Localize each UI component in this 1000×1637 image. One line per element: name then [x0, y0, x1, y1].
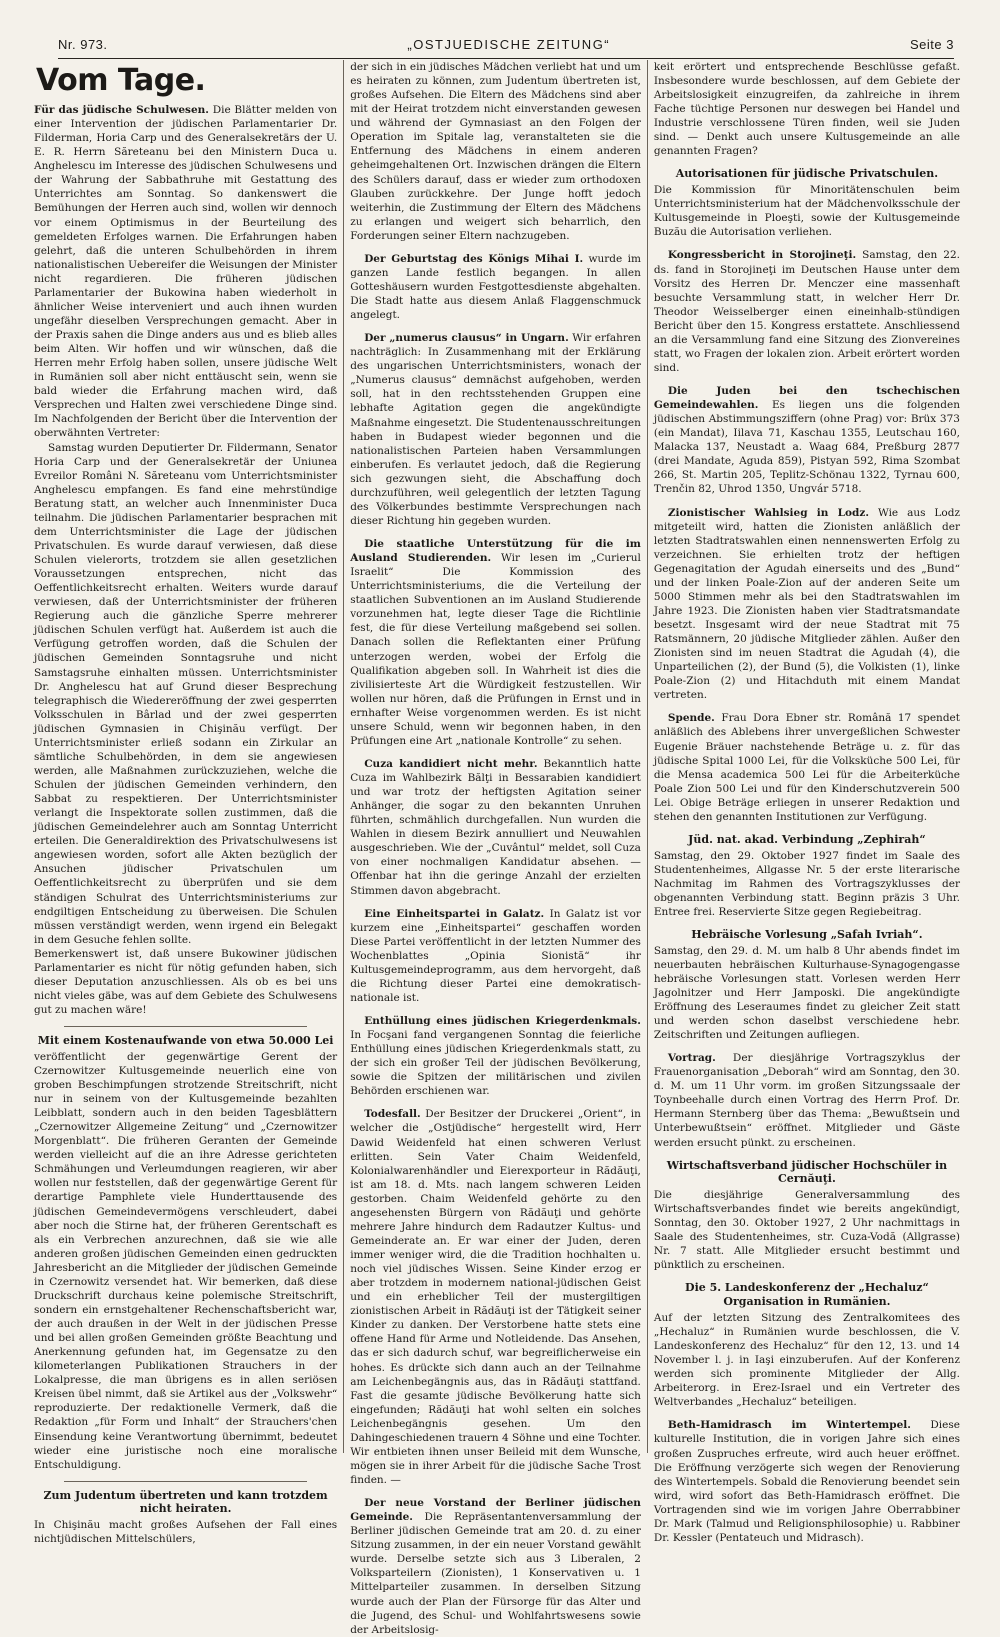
article-kriegerdenkmal [350, 1014, 641, 1098]
article-text: In Focşani fand vergangenen Sonntag die feierliche Enthüllung eines jüdischen Kriegerdenkmals statt, zu der sich ein großer Teil der jüdischen Bevölkerung, sowie die Spitzen der militärischen und zivilen Behörden erschienen war. [350, 1029, 641, 1098]
article-title: Zionistischer Wahlsieg in Lodz. [667, 506, 870, 519]
article-vortrag [654, 1051, 960, 1149]
article-title: Jüd. nat. akad. Verbindung „Zephirah“ [688, 832, 926, 846]
article-text: Es liegen uns die folgenden jüdischen Abstimmungsziffern (ohne Prag) vor: Brüx 373 (ein Mandat), Iilava 71, Kaschau 1355, Leutschau 160, Malacka 137, Neustadt a. Waag 684, Preßburg 2877 (drei Mandate, Aguda 859), Pistyan 592, Rima Szombat 266, St. Martin 205, Teplitz-Schönau 1322, Tyrnau 600, Trenčin 82, Uhrod 1350, Ungvár 5718. [653, 399, 960, 496]
article-title: Hebräische Vorlesung „Safah Ivriah“. [691, 927, 923, 941]
article-title: Todesfall. [364, 1108, 421, 1121]
article-text: Samstag, den 29. Oktober 1927 findet im Saale des Studentenheimes, Allgasse Nr. 5 der erste literarische Nachmitag im Rahmen des Vortragszyklusses der obgenannten Verbindung statt. Beginn präzis 3 Uhr. Entree frei. Reservierte Sitze gegen Regiebeitrag. [653, 849, 960, 918]
paper-title: „OSTJUEDISCHE ZEITUNG“ [407, 37, 611, 52]
divider [64, 1481, 307, 1482]
article-text: Samstag, den 29. d. M. um halb 8 Uhr abends findet im neuerbauten hebräischen Kulturhause-Synagogengasse hebräische Vorlesungen statt. Vorlesen werden Herr Jagolnitzer und Herr Jamposki. Die angekündigte Eröffnung des Leseraumes findet zu gleicher Zeit statt und werden schon daselbst verschiedene hebr. Zeitschriften und Zeitungen aufliegen. [653, 944, 960, 1042]
article-title: Für das jüdische Schulwesen. [34, 104, 209, 116]
article-title: Eine Einheitspartei in Galatz. [364, 907, 545, 920]
article-title: Beth-Hamidrasch im Wintertempel. [667, 1419, 911, 1432]
article-text: Wir lesen im „Curierul Israelit“ Die Kommission des Unterrichtsministeriums, die die Verteilung der staatlichen Subventionen an im Ausland Studierende vorzunehmen hat, legte dieser Tage die Richtlinie fest, die für diese Verteilung maßgebend sei sollen. Danach sollen die Reflektanten einer Prüfung unterzogen werden, wobei der Erfolg die Qualifikation abgeben soll. In Wahrheit ist dies die zivilisierteste Art die Würdigkeit festzustellen. Wir wollen nur hören, daß die Prüfungen in Ernst und in ernhafter Weise vorgenommen werden. Es ist nicht unsere Schuld, wenn wir begonnen haben, in den Prüfungen eine Art „nationale Kontrolle“ zu sehen. [350, 552, 641, 747]
article-tschechische-wahlen [654, 384, 960, 497]
masthead [58, 30, 954, 59]
section-title: Vom Tage. [36, 63, 206, 98]
article-text: keit erörtert und entsprechende Beschlüsse gefaßt. Insbesondere wurde beschlossen, auf dem Gebiete der Arbeitslosigkeit einzugreifen, da zahlreiche in ihrem Fache tüchtige Personen nur deswegen bei Handel und Industrie verschlossene Türen finden, weil sie Juden sind. — Denkt auch unsere Kultusgemeinde an alle genannten Fragen? [653, 61, 960, 158]
article-einheitspartei [350, 907, 641, 1005]
article-title: Vortrag. [667, 1052, 716, 1065]
article-kostenaufwand [34, 1034, 337, 1472]
column-1 [24, 60, 343, 1546]
article-text: Wie aus Lodz mitgeteilt wird, hatten die Zionisten anläßlich der letzten Stadtratswahlen einen nennenswerten Erfolg zu verzeichnen. Sie erhielten trotz der heftigen Gegenagitation der Agudah einerseits und des „Bund“ und der linken Poale-Zion auf der anderen Seite um 5000 Stimmen mehr als bei den Stadtratswahlen im Jahre 1923. Die Zionisten haben vier Stadtratsmandate besetzt. Insgesamt wird der neue Stadtrat mit 75 Ratsmännern, 20 jüdische Mitglieder zählen. Außer den Zionisten sind im neuen Stadtrat die Agudah (4), die Unparteilichen (2), der Bund (5), die Volkisten (1), linke Poale-Zion (2) und Hitachduth mit einem Mandat vertreten. [653, 506, 960, 702]
article-text: der sich in ein jüdisches Mädchen verliebt hat und um es heiraten zu können, zum Judentum übertreten ist, großes Aufsehen. Die Eltern des Mädchens sind aber mit der Heirat trotzdem nicht einverstanden gewesen und während der Gymnasiast an den Folgen der Operation im Spitale lag, veranstalteten sie die Entfernung des Mädchens in einem anderen geheimgehaltenen Ort. Inzwischen drängen die Eltern des Schülers darauf, dass er wieder zum orthodoxen Glauben zurückkehre. Der Junge hofft jedoch weiterhin, die Zustimmung der Eltern des Mädchens zu erlangen und weigert sich beharrlich, den Forderungen seiner Eltern nachzugeben. [350, 61, 641, 242]
article-todesfall [350, 1107, 641, 1487]
divider [64, 1026, 307, 1027]
issue-number: Nr. 973. [58, 37, 108, 52]
article-schulwesen [34, 103, 337, 1017]
article-title: Wirtschaftsverband jüdischer Hochschüler in Cernăuţi. [666, 1158, 948, 1186]
article-text: Die diesjährige Generalversammlung des Wirtschaftsverbandes findet wie bereits angekündigt, Sonntag, den 30. Oktober 1927, 2 Uhr nachmittags in Saale des Studentenheimes, str. Cuza-Vodă (Allgrasse) Nr. 7 statt. Alle Mitglieder ersucht bestimmt und pünktlich zu erscheinen. [653, 1189, 960, 1272]
article-text: Die Blätter melden von einer Intervention der jüdischen Parlamentarier Dr. Filderman, Horia Carp und des Generalsekretärs der U. E. R. Herrn Săreteanu bei den Ministern Duca u. Anghelescu im Interesse des jüdischen Schulwesens und der Wahrung der Sabbathruhe mit Gestattung des Unterrichtes am Sonntag. So dankenswert die Bemühungen der Herren auch sind, wollen wir dennoch vor einem Optimismus in der Beurteilung des gemeldeten Erfolges warnen. Die Erfahrungen haben gelehrt, daß die unteren Schulbehörden in ihrem nationalistischen Uebereifer die Weisungen der Minister nicht regardieren. Die früheren jüdischen Parlamentarier der Bukowina haben wiederholt in ähnlicher Weise interveniert und auch ihnen wurden ungefähr dieselben Versprechungen gemacht. Aber in der Praxis sahen die Dinge anders aus und es blieb alles beim Alten. Wir hoffen und wir wünschen, daß die Herren mehr Erfolg haben sollen, unsere jüdische Welt in Rumänien soll aber nicht enttäuscht sein, wenn sie bald wieder die Erfahrung machen wird, daß Versprechen und Halten zwei verschiedene Dinge sind. Im Nachfolgenden der Bericht über die Intervention der oberwähnten Vertreter: [34, 104, 338, 440]
column-3 [647, 60, 966, 1544]
article-title: Mit einem Kostenaufwande von etwa 50.000 Lei [37, 1034, 334, 1048]
article-title: Kongressbericht in Storojineţi. [667, 249, 857, 262]
article-text: In Galatz ist vor kurzem eine „Einheitspartei“ geschaffen worden Diese Partei veröffentlicht in der letzten Nummer des Wochenblattes „Opinia Sionistă“ ihr Kultusgemeindeprogramm, aus dem hervorgeht, daß die Richtung dieser Partei eine demokratisch-nationale ist. [350, 907, 641, 1004]
article-text: Der Besitzer der Druckerei „Orient“, in welcher die „Ostjüdische“ hergestellt wird, Herr Dawid Weidenfeld hat einen schweren Verlust erlitten. Sein Vater Chaim Weidenfeld, Kolonialwarenhändler und Eierexporteur in Rădăuţi, ist am 18. d. Mts. nach langem schweren Leiden gestorben. Chaim Weidenfeld gehörte zu den angesehensten Bürgern von Rădăuţi und gehörte mehrere Jahre hindurch dem Radautzer Kultus- und Gemeinderate an. Er war einer der Juden, deren immer weniger wird, die die Tradition hochhalten u. noch viel jüdisches Wissen. Seine Kinder erzog er aber trotzdem in modernem national-jüdischen Geist und ein erheblicher Teil der mustergiltigen zionistischen Arbeit in Rădăuţi ist der Tätigkeit seiner Kinder zu danken. Der Verstorbene hatte stets eine offene Hand für Arme und Notleidende. Das Ansehen, das er sich dadurch schuf, war begreiflicherweise ein hohes. Es drückte sich dann auch an der Teilnahme am Leichenbegängnis aus, das in Rădăuţi stattfand. Fast die gesamte jüdische Bevölkerung hatte sich eingefunden; Rădăuţi hat wohl selten ein solches Leichenbegängnis gesehen. Um den Dahingeschiedenen trauern 4 Söhne und eine Tochter. Wir entbieten ihnen unser Beileid mit dem Wunsche, mögen sie in ihrer Arbeit für die jüdische Sache Trost finden. — [350, 1108, 641, 1486]
article-zephirah [654, 833, 960, 919]
article-text: Frau Dora Ebner str. Română 17 spendet anläßlich des Ablebens ihrer unvergeßlichen Schwester Eugenie Bräuer nachstehende Beträge u. z. für das jüdische Spital 1000 Lei, für die Volksküche 500 Lei, für die Mensa academica 500 Lei für die Arbeiterküche Poale Zion 500 Lei und für den Kinderschutzverein 500 Lei. Obige Beträge erliegen in unserer Redaktion und stehen den genannten Institutionen zur Verfügung. [653, 712, 960, 823]
article-title: Die staatliche Unterstützung für die im Ausland Studierenden. [350, 538, 641, 565]
article-judentum-cont [350, 60, 641, 243]
article-title: Enthüllung eines jüdischen Kriegerdenkmals. [364, 1015, 641, 1027]
page-number: Seite 3 [910, 37, 954, 52]
article-text: wurde im ganzen Lande festlich begangen. In allen Gotteshäusern wurden Festgottesdienste abgehalten. Die Stadt hatte aus diesem Anlaß Flaggenschmuck angelegt. [350, 252, 641, 322]
article-spende [654, 711, 960, 824]
article-title: Die 5. Landeskonferenz der „Hechaluz“ Organisation in Rumänien. [685, 1281, 929, 1309]
article-text: Die Repräsentantenversammlung der Berliner jüdischen Gemeinde trat am 20. d. zu einer Sitzung zusammen, in der ein neuer Vorstand gewählt wurde. Derselbe setzte sich aus 3 Liberalen, 2 Volksparteilern (Zionisten), 1 Konservativen u. 1 Mittelparteiler zusammen. In derselben Sitzung wurde auch der Plan der Fürsorge für das Alter und die Jugend, des Schul- und Wohlfahrtswesens sowie der Arbeitslosig- [350, 1511, 641, 1636]
article-title: Der neue Vorstand der Berliner jüdischen Gemeinde. [350, 1497, 641, 1524]
article-text: veröffentlicht der gegenwärtige Gerent der Czernowitzer Kultusgemeinde neuerlich eine von groben Beschimpfungen strotzende Streitschrift, nicht nur in seinem von der Kultusgemeinde bezahlten Leibblatt, sondern auch in den beiden Tagesblättern „Czernowitzer Allgemeine Zeitung“ und „Czernowitzer Morgenblatt“. Die früheren Geranten der Gemeinde werden vielleicht auf die an ihre Adresse gerichteten Schmähungen und Verleumdungen reagieren, wir aber wollen nur feststellen, daß der gegenwärtige Gerent für derartige Pamphlete viele Hunderttausende des jüdischen Gemeindevermögens verschleudert, dabei aber noch die Stirne hat, der früheren Gerentschaft es als ein Verbrechen anzurechnen, daß sie wie alle anderen großen jüdischen Gemeinden einen gedruckten Jahresbericht an die Mitglieder der jüdischen Gemeinde in Czernowitz versendet hat. Wir bemerken, daß diese Druckschrift durchaus keine polemische Streitschrift, sondern ein ernstgehaltener Rechenschaftsbericht war, der auch draußen in der Welt in der jüdischen Presse und bei allen großen Gemeinden größte Beachtung und Anerkennung gefunden hat, im Gegensatze zu den kilometerlangen Publikationen Strauchers in der Lokalpresse, die man übrigens es in allen seriösen Kreisen übel nimmt, daß sie Artikel aus der „Volkswehr“ reproduzierte. Der redaktionelle Vermerk, daß die Redaktion „für Form und Inhalt“ der Strauchers'chen Einsendung keine Verantwortung übernimmt, bedeutet wieder eine juristische noch eine moralische Entschuldigung. [34, 1050, 338, 1471]
article-judentum [34, 1489, 337, 1547]
article-title: Autorisationen für jüdische Privatschulen. [675, 167, 939, 181]
article-title: Zum Judentum übertreten und kann trotzdem nicht heiraten. [43, 1488, 328, 1516]
article-geburtstag [350, 252, 641, 322]
article-kongressbericht [654, 248, 960, 375]
article-text: Der diesjährige Vortragszyklus der Frauenorganisation „Deborah“ wird am Sonntag, den 30. d. M. um 11 Uhr vorm. im großen Sitzungssaale der Toynbeehalle durch einen Vortrag des Herrn Prof. Dr. Hermann Sternberg über das Thema: „Bewußtsein und Unterbewußtsein“ eröffnet. Mitglieder und Gäste werden ersucht pünkt. zu erscheinen. [653, 1052, 960, 1149]
article-title: Spende. [667, 712, 715, 725]
article-cuza [350, 757, 641, 898]
article-text: Samstag wurden Deputierter Dr. Fildermann, Senator Horia Carp und der Generalsekretär der Uniunea Evreilor Români N. Săreteanu vom Unterrichtsminister Anghelescu empfangen. Es fand eine mehrstündige Beratung statt, an welcher auch Innenminister Duca teilnahm. Die jüdischen Parlamentarier besprachen mit dem Unterrichtsminister die Lage der jüdischen Privatschulen. Es wurde darauf verwiesen, daß diese Schulen vielerorts, trotzdem sie allen gesetzlichen Voraussetzungen entsprechen, nicht das Oeffentlichkeitsrecht erhalten. Weiters wurde darauf verwiesen, daß der Unterrichtsminister der früheren Regierung auch die gänzliche Sperre mehrerer jüdischen Schulen verfügt hat. Außerdem ist auch die Verfügung getroffen worden, daß die Schulen der jüdischen Gemeinden Sonntagsruhe und nicht Samstagsruhe einhalten müssen. Unterrichtsminister Dr. Anghelescu hat auf Grund dieser Besprechung telegraphisch die Wiedereröffnung der zwei gesperrten Volksschulen in Bârlad und der zwei gesperrten jüdischen Gymnasien in Chişinău verfügt. Der Unterrichtsminister erließ sodann ein Zirkular an sämtliche Schulbehörden, in dem sie angewiesen werden, alle Maßnahmen zurückzuziehen, welche die Schulen der jüdischen Gemeinden verhindern, den Sabbat zu respektieren. Der Unterrichtsminister verlangt die Inspektorate sollen zustimmen, daß die jüdischen Gemeindelehrer auch am Sonntag Unterricht erteilen. Die Generaldirektion des Privatschulwesens ist angewiesen worden, sofort alle Akten bezüglich der Ansuchen jüdischer Privatschulen um Oeffentlichkeitsrecht zu überprüfen und sie dem ständigen Schulrat des Unterrichtsministeriums zur endgiltigen Entscheidung zu überweisen. Die Schulen müssen verständigt werden, wenn irgend ein Belegakt in dem Gesuche fehlen sollte. [34, 441, 338, 946]
article-title: Cuza kandidiert nicht mehr. [364, 757, 538, 770]
article-text: Bekanntlich hatte Cuza im Wahlbezirk Bălţi in Bessarabien kandidiert und war trotz der heftigsten Agitation seiner Anhänger, die sogar zu den bekannten Unruhen führten, schmählich durchgefallen. Nun wurden die Wahlen in diesem Bezirk annulliert und Neuwahlen ausgeschrieben. Wie der „Cuvântul“ meldet, soll Cuza von einer nochmaligen Kandidatur absehen. — Offenbar hat ihn die geringe Anzahl der erzielten Stimmen davon abgebracht. [350, 757, 641, 897]
column-2 [343, 60, 647, 1636]
article-berliner-gemeinde [350, 1496, 641, 1637]
article-text: Die Kommission für Minoritätenschulen beim Unterrichtsministerium hat der Mädchenvolksschule der Kultusgemeinde in Ploeşti, sowie der Kultusgemeinde Buzău die Autorisation verliehen. [653, 184, 960, 239]
article-text: Wir erfahren nachträglich: In Zusammenhang mit der Erklärung des ungarischen Unterrichtsministers, wonach der „Numerus clausus“ demnächst aufgehoben, werden soll, hat in den rechtsstehenden Gruppen eine lebhafte Agitation gegen die angekündigte Maßnahme eingesetzt. Die Studentenausschreitungen haben in Budapest wieder begonnen und die nationalistischen Parteien haben Versammlungen einberufen. Es verlautet jedoch, daß die Regierung sich gezwungen sieht, die Abschaffung doch durchzuführen, weil gelegentlich der letzten Tagung des Völkerbundes bestimmte Versprechungen nach dieser Richtung hin gegeben wurden. [350, 332, 641, 527]
article-wirtschaftsverband [654, 1159, 960, 1273]
article-hechaluz [654, 1281, 960, 1409]
article-safah-ivriah [654, 928, 960, 1042]
article-text: Bemerkenswert ist, daß unsere Bukowiner jüdischen Parlamentarier es nicht für nötig gefunden haben, sich dieser Deputation anzuschliessen. Als ob es bei uns nicht vieles gäbe, was auf dem Gebiete des Schulwesens gut zu machen wäre! [34, 947, 338, 1016]
article-title: Der „numerus clausus“ in Ungarn. [364, 332, 569, 345]
article-autorisationen [654, 167, 960, 239]
article-unterstuetzung [350, 537, 641, 748]
article-beth-hamidrasch [654, 1418, 960, 1545]
article-title: Die Juden bei den tschechischen Gemeindewahlen. [653, 385, 960, 412]
article-berliner-cont [654, 60, 960, 158]
article-title: Der Geburtstag des Königs Mihai I. [364, 252, 584, 265]
article-text: In Chişinău macht großes Aufsehen der Fall eines nichtjüdischen Mittelschülers, [34, 1519, 338, 1546]
columns [24, 60, 966, 1636]
article-numerus-clausus [350, 331, 641, 528]
article-lodz [654, 506, 960, 703]
article-text: Samstag, den 22. ds. fand in Storojineţi im Deutschen Hause unter dem Vorsitz des Herren Dr. Menczer eine massenhaft besuchte Versammlung statt, in welcher Herr Dr. Theodor Weisselberger einen eineinhalb-stündigen Bericht über den 15. Kongress erstattete. Anschliessend an die Versammlung fand eine Sitzung des Zionvereines statt, wo Fragen der lokalen zion. Arbeit erörtert worden sind. [653, 249, 960, 374]
article-text: Auf der letzten Sitzung des Zentralkomitees des „Hechaluz“ in Rumänien wurde beschlossen, die V. Landeskonferenz des Hechaluz“ für den 12, 13. und 14 November l. j. in Iaşi einzuberufen. Auf der Konferenz werden sich prominente Mitglieder der Allg. Arbeiterorg. in Erez-Israel und ein Vertreter des Weltverbandes „Hechaluz“ beteiligen. [653, 1311, 960, 1409]
article-text: Diese kulturelle Institution, die in vorigen Jahre sich eines großen Zuspruches erfreute, wird auch heuer eröffnet. Die Eröffnung verzögerte sich wegen der Renovierung des Wintertempels. Sobald die Renovierung beendet sein wird, wird sofort das Beth-Hamidrasch eröffnet. Die Vortragenden sind wie im vorigen Jahre Oberrabbiner Dr. Mark (Talmud und Religionsphilosophie) u. Rabbiner Dr. Kessler (Pentateuch und Midrasch). [653, 1419, 960, 1544]
